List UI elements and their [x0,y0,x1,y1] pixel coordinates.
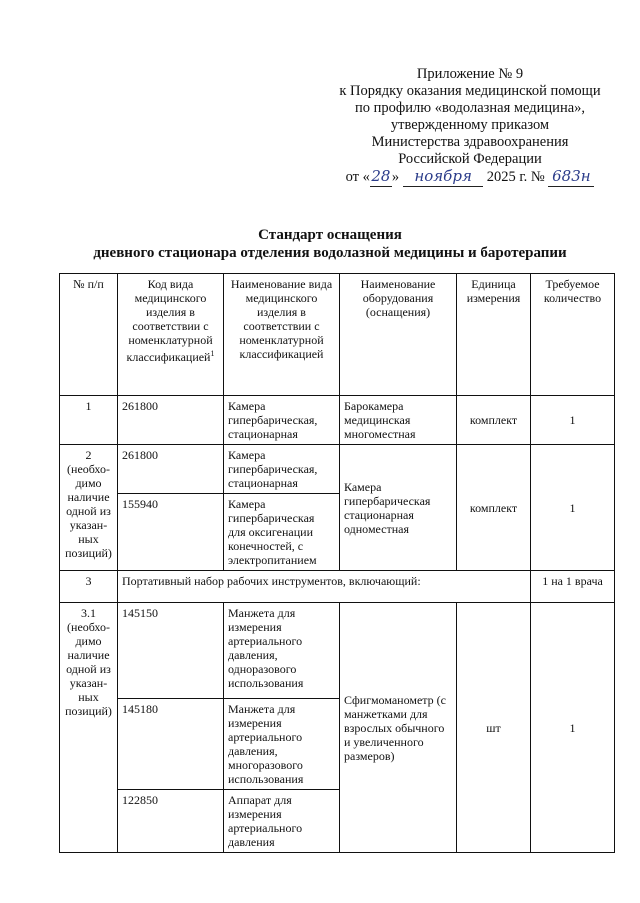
table-row [60,445,615,494]
equipment-standard-table [59,273,615,853]
appendix-line: к Порядку оказания медицинской помощи [339,83,601,99]
date-prefix: от « [345,169,370,185]
appendix-line: Российской Федерации [398,151,542,167]
header-qty: Требуемое количество [531,274,615,396]
row-type-name: Камера гипербарическая для оксигенации конечностей, с электропитанием [224,494,340,571]
row-code: 155940 [118,494,224,571]
title-line-1: Стандарт оснащения [258,227,402,243]
row-qty: 1 [531,603,615,853]
row-type-name: Манжета для измерения артериального давления, многоразового использования [224,699,340,790]
row-unit: комплект [457,445,531,571]
row-equipment: Камера гипербарическая стационарная одноместная [340,445,457,571]
row-num: 3 [60,571,118,603]
row-code: 261800 [118,445,224,494]
row-unit: комплект [457,396,531,445]
footnote-marker: 1 [210,349,215,358]
row-type-name: Камера гипербарическая, стационарная [224,445,340,494]
header-unit: Единица измерения [457,274,531,396]
row-qty: 1 [531,445,615,571]
header-num: № п/п [60,274,118,396]
row-num: 3.1 (необхо-димо наличие одной из указан-ных позиций) [60,603,118,853]
table-header-row [60,274,615,396]
row-code: 145180 [118,699,224,790]
header-equipment: Наименование оборудования (оснащения) [340,274,457,396]
header-code: Код вида медицинского изделия в соответствии с номенклатурной классификацией$^1$ [118,274,224,396]
header-type-name: Наименование вида медицинского изделия в соответствии с номенклатурной классификацией [224,274,340,396]
table-row [60,571,615,603]
handwritten-day: 28 [371,167,391,185]
row-type-name: Камера гипербарическая, стационарная [224,396,340,445]
appendix-line: по профилю «водолазная медицина», [354,100,586,116]
row-type-name: Манжета для измерения артериального давления, одноразового использования [224,603,340,699]
appendix-block [320,66,620,187]
row-equipment: Барокамера медицинская многоместная [340,396,457,445]
appendix-title: Приложение № 9 [416,66,524,82]
row-code: 122850 [118,790,224,853]
appendix-line: утвержденному приказом [390,117,550,133]
row-code: 261800 [118,396,224,445]
year-and-number-label: 2025 г. № [486,169,545,185]
row-equipment: Сфигмоманометр (с манжетками для взрослых обычного и увеличенного размеров) [340,603,457,853]
row-qty: 1 [531,396,615,445]
handwritten-month: ноября [414,167,472,185]
row-group-title: Портативный набор рабочих инструментов, включающий: [118,571,531,603]
page-title [40,226,620,262]
row-unit: шт [457,603,531,853]
table-row [60,603,615,699]
handwritten-order-number: 683н [552,167,591,185]
row-type-name: Аппарат для измерения артериального давления [224,790,340,853]
table-row [60,396,615,445]
row-num: 1 [60,396,118,445]
row-code: 145150 [118,603,224,699]
title-line-2: дневного стационара отделения водолазной медицины и баротерапии [93,245,567,261]
appendix-line: Министерства здравоохранения [371,134,569,150]
row-qty: 1 на 1 врача [531,571,615,603]
row-num: 2 (необхо-димо наличие одной из указан-ных позиций) [60,445,118,571]
order-date-line: от «28» ноября 2025 г. № 683н [320,168,620,187]
